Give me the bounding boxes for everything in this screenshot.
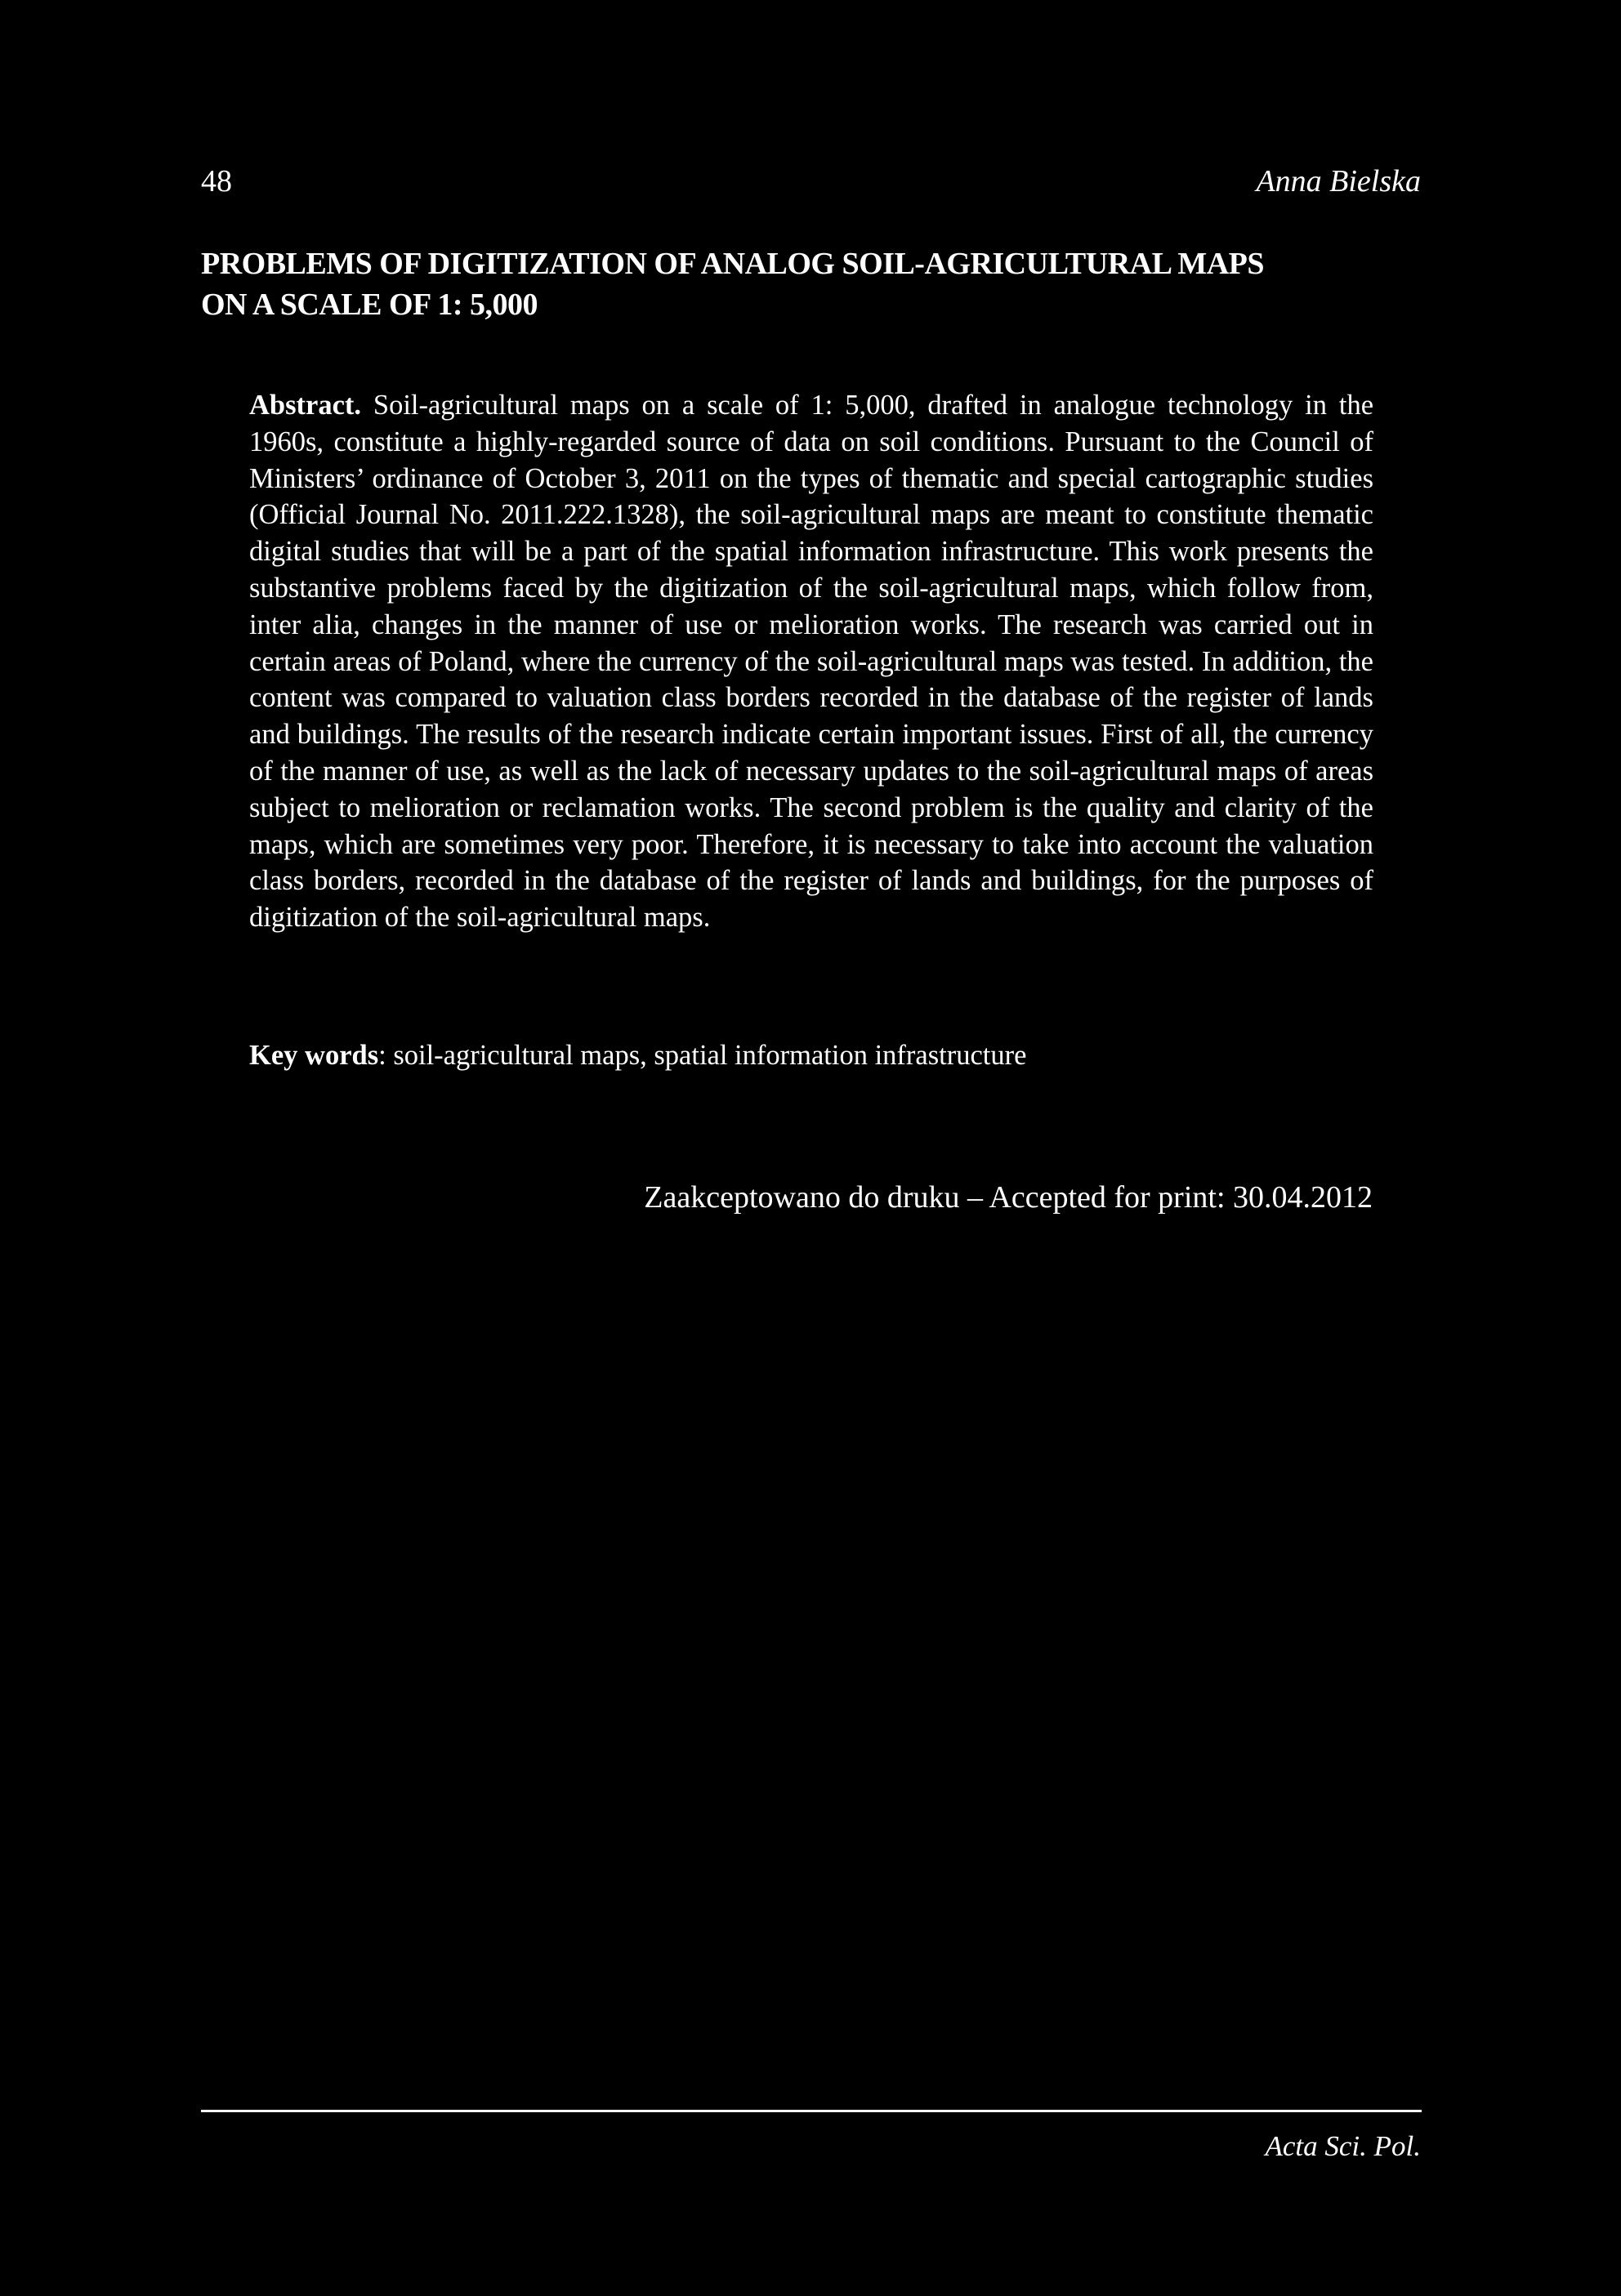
footer-journal-name: Acta Sci. Pol. [1265,2130,1421,2162]
footer-divider [201,2110,1422,2112]
title-line-1: PROBLEMS OF DIGITIZATION OF ANALOG SOIL-AGRICULTURAL MAPS [201,247,1264,281]
accepted-for-print-note: Zaakceptowano do druku – Accepted for print: 30.04.2012 [644,1180,1373,1215]
abstract [249,387,1373,936]
keywords-label: Key words [249,1040,379,1071]
page-number: 48 [201,164,232,198]
article-title [201,243,1361,325]
abstract-text: Soil-agricultural maps on a scale of 1: 5,000, drafted in analogue technology in the 1960s, constitute a highly-regarded source of data on soil conditions. Pursuant to the Council of Ministers’ ordinance of October 3, 2011 on the types of thematic and special cartographic studies (Official Journal No. 2011.222.1328), the soil-agricultural maps are meant to constitute thematic digital studies that will be a part of the spatial information infrastructure. This work presents the substantive problems faced by the digitization of the soil-agricultural maps, which follow from, inter alia, changes in the manner of use or melioration works. The research was carried out in certain areas of Poland, where the currency of the soil-agricultural maps was tested. In addition, the content was compared to valuation class borders recorded in the database of the register of lands and buildings. The results of the research indicate certain important issues. First of all, the currency of the manner of use, as well as the lack of necessary updates to the soil-agricultural maps of areas subject to melioration or reclamation works. The second problem is the quality and clarity of the maps, which are sometimes very poor. Therefore, it is necessary to take into account the valuation class borders, recorded in the database of the register of lands and buildings, for the purposes of digitization of the soil-agricultural maps. [249,390,1374,934]
keywords-text: : soil-agricultural maps, spatial information infrastructure [378,1040,1027,1071]
title-line-2: ON A SCALE OF 1: 5,000 [201,288,538,322]
keywords [249,1037,1377,1074]
abstract-label: Abstract. [249,390,362,421]
running-header-author: Anna Bielska [1256,164,1421,198]
